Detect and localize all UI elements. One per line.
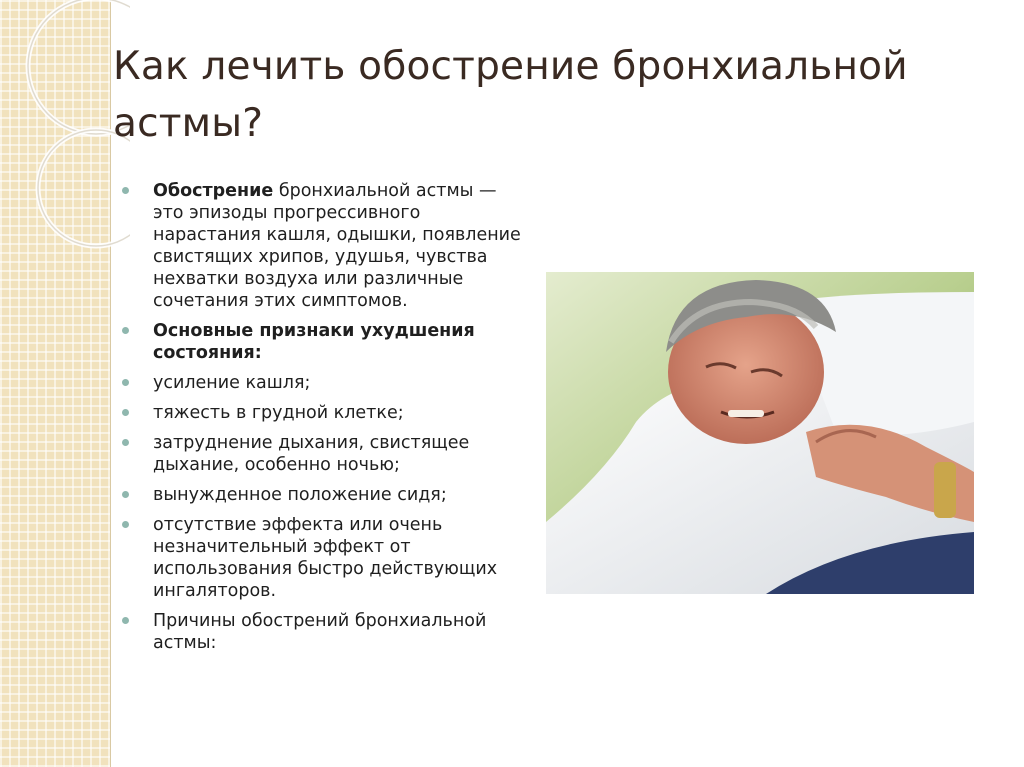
bullet-item xyxy=(120,484,530,506)
bullet-item xyxy=(120,372,530,394)
bullet-text: вынужденное положение сидя; xyxy=(153,485,447,505)
bullet-list xyxy=(120,180,530,662)
decorative-side-strip xyxy=(0,0,111,767)
bullet-dot-icon xyxy=(122,439,129,446)
bullet-dot-icon xyxy=(122,327,129,334)
patient-illustration xyxy=(546,272,974,594)
asthma-patient-photo xyxy=(546,272,974,594)
bullet-text: тяжесть в грудной клетке; xyxy=(153,403,404,423)
bullet-text: усиление кашля; xyxy=(153,373,311,393)
slide-title: Как лечить обострение бронхиальной астмы? xyxy=(113,44,908,146)
bullet-text: затруднение дыхания, свистящее дыхание, особенно ночью; xyxy=(153,433,470,475)
bullet-dot-icon xyxy=(122,521,129,528)
bullet-dot-icon xyxy=(122,491,129,498)
bullet-text: бронхиальной астмы — это эпизоды прогрессивного нарастания кашля, одышки, появление свистящих хрипов, удушья, чувства нехватки воздуха или различные сочетания этих симптомов. xyxy=(153,181,521,311)
bullet-item xyxy=(120,320,530,364)
bullet-dot-icon xyxy=(122,379,129,386)
bullet-dot-icon xyxy=(122,409,129,416)
bullet-item xyxy=(120,514,530,602)
bullet-item xyxy=(120,180,530,312)
bullet-bold: Обострение xyxy=(153,181,274,201)
bullet-text: отсутствие эффекта или очень незначительный эффект от использования быстро действующих ингаляторов. xyxy=(153,515,498,601)
bullet-item xyxy=(120,432,530,476)
bullet-item xyxy=(120,610,530,654)
bullet-bold: Основные признаки ухудшения состояния: xyxy=(153,321,475,363)
bullet-text: Причины обострений бронхиальной астмы: xyxy=(153,611,487,653)
bullet-dot-icon xyxy=(122,617,129,624)
bullet-item xyxy=(120,402,530,424)
bullet-dot-icon xyxy=(122,187,129,194)
